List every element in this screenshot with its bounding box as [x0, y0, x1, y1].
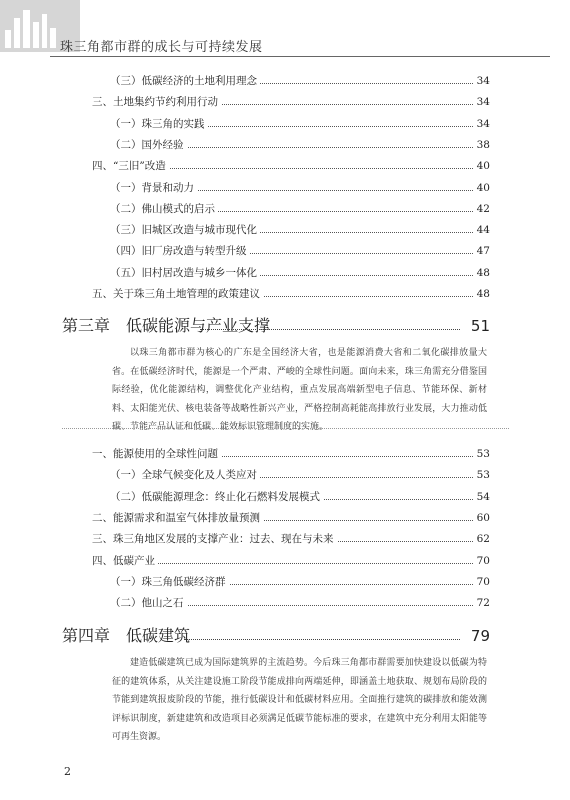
chapter-title: 第三章 低碳能源与产业支撑 — [62, 314, 273, 338]
chapter-page: 79 — [468, 624, 490, 648]
toc-entry-label: （三）旧城区改造与城市现代化 — [110, 221, 260, 239]
toc-entry[interactable] — [0, 594, 570, 612]
toc-entry[interactable] — [0, 179, 570, 197]
toc-entry-label: （二）他山之石 — [110, 594, 187, 612]
toc-entry-page: 72 — [474, 594, 490, 612]
toc-entry-page: 48 — [474, 264, 490, 282]
toc-entry-page: 54 — [474, 488, 490, 506]
toc-entry-label: 四、“三旧”改造 — [92, 157, 169, 175]
chapter-summary: 建造低碳建筑已成为国际建筑界的主流趋势。今后珠三角都市群需要加快建设以低碳为特征的建筑体系，从关注建设施工阶段节能成排向两端延伸，即涵盖土地获取、规划布局阶段的节能到建筑报废阶段的节能，推行低碳设计和低碳材料应用。全面推行建筑的碳排放和能效测评标识制度，新建建筑和改造项目必须满足低碳节能标准的要求，在建筑中充分利用太阳能等可再生资源。 — [112, 658, 487, 742]
toc-entry[interactable] — [0, 72, 570, 90]
toc-entry[interactable] — [0, 466, 570, 484]
toc-entry-page: 44 — [474, 221, 490, 239]
toc-entry-label: （五）旧村居改造与城乡一体化 — [110, 264, 260, 282]
toc-entry-page: 70 — [474, 552, 490, 570]
toc-entry-page: 48 — [474, 285, 490, 303]
summary-divider — [62, 428, 509, 429]
toc-entry-label: 四、低碳产业 — [92, 552, 158, 570]
toc-entry[interactable] — [0, 242, 570, 260]
toc-entry-page: 70 — [474, 573, 490, 591]
toc-entry[interactable] — [0, 221, 570, 239]
chapter-summary: 以珠三角都市群为核心的广东是全国经济大省，也是能源消费大省和二氧化碳排放量大省。在低碳经济时代，能源是一个严肃、严峻的全球性问题。面向未来，珠三角需充分借鉴国际经验，优化能源结构，调整优化产业结构，重点发展高端新型电子信息、节能环保、新材料、太阳能光伏、核电装备等战略性新兴产业，严格控制高耗能高排放行业发展，大力推动低碳、节能产品认证和低碳、能效标识管理制度的实施。 — [112, 348, 487, 432]
toc-entry-label: （一）珠三角的实践 — [110, 115, 208, 133]
toc-entry-label: 五、关于珠三角土地管理的政策建议 — [92, 285, 263, 303]
chapter-title: 第四章 低碳建筑 — [62, 624, 193, 648]
toc-entry-label: （二）国外经验 — [110, 136, 187, 154]
toc-entry-label: （一）背景和动力 — [110, 179, 197, 197]
toc-entry[interactable] — [0, 573, 570, 591]
toc-entry-page: 62 — [474, 530, 490, 548]
toc-entry[interactable] — [0, 157, 570, 175]
toc-entry-page: 47 — [474, 242, 490, 260]
toc-entry[interactable] — [0, 115, 570, 133]
toc-entry[interactable] — [0, 445, 570, 463]
toc-entry-label: （四）旧厂房改造与转型升级 — [110, 242, 250, 260]
page-number: 2 — [64, 765, 71, 778]
leader-dots — [184, 639, 460, 640]
toc-entry-label: （二）低碳能源理念：终止化石燃料发展模式 — [110, 488, 323, 506]
toc-entry[interactable] — [0, 93, 570, 111]
toc-entry[interactable] — [0, 530, 570, 548]
header-rule — [50, 56, 550, 57]
toc-entry-label: 二、能源需求和温室气体排放量预测 — [92, 509, 263, 527]
toc-entry[interactable] — [0, 136, 570, 154]
leader-dots — [200, 329, 460, 330]
page-header — [0, 0, 570, 64]
toc-entry-page: 40 — [474, 179, 490, 197]
toc-entry-label: 一、能源使用的全球性问题 — [92, 445, 221, 463]
toc-entry-page: 34 — [474, 72, 490, 90]
toc-entry-page: 38 — [474, 136, 490, 154]
toc-entry-page: 40 — [474, 157, 490, 175]
book-title: 珠三角都市群的成长与可持续发展 — [60, 40, 263, 55]
toc-entry-label: 三、珠三角地区发展的支撑产业：过去、现在与未来 — [92, 530, 337, 548]
toc-entry[interactable] — [0, 488, 570, 506]
chapter-page: 51 — [468, 314, 490, 338]
toc-entry-page: 42 — [474, 200, 490, 218]
toc-chapter-3[interactable] — [0, 314, 570, 338]
toc-entry-label: （一）全球气候变化及人类应对 — [110, 466, 260, 484]
toc-entry-label: （三）低碳经济的土地利用理念 — [110, 72, 260, 90]
toc-entry-label: 三、土地集约节约利用行动 — [92, 93, 221, 111]
toc-entry-label: （一）珠三角低碳经济群 — [110, 573, 229, 591]
toc-entry[interactable] — [0, 552, 570, 570]
toc-entry-page: 34 — [474, 93, 490, 111]
toc-entry[interactable] — [0, 509, 570, 527]
toc-entry-page: 53 — [474, 445, 490, 463]
toc-entry-page: 60 — [474, 509, 490, 527]
toc-entry-page: 53 — [474, 466, 490, 484]
toc-entry-page: 34 — [474, 115, 490, 133]
toc-entry[interactable] — [0, 264, 570, 282]
toc-entry[interactable] — [0, 200, 570, 218]
toc-entry[interactable] — [0, 285, 570, 303]
toc-chapter-4[interactable] — [0, 624, 570, 648]
toc-entry-label: （二）佛山模式的启示 — [110, 200, 218, 218]
